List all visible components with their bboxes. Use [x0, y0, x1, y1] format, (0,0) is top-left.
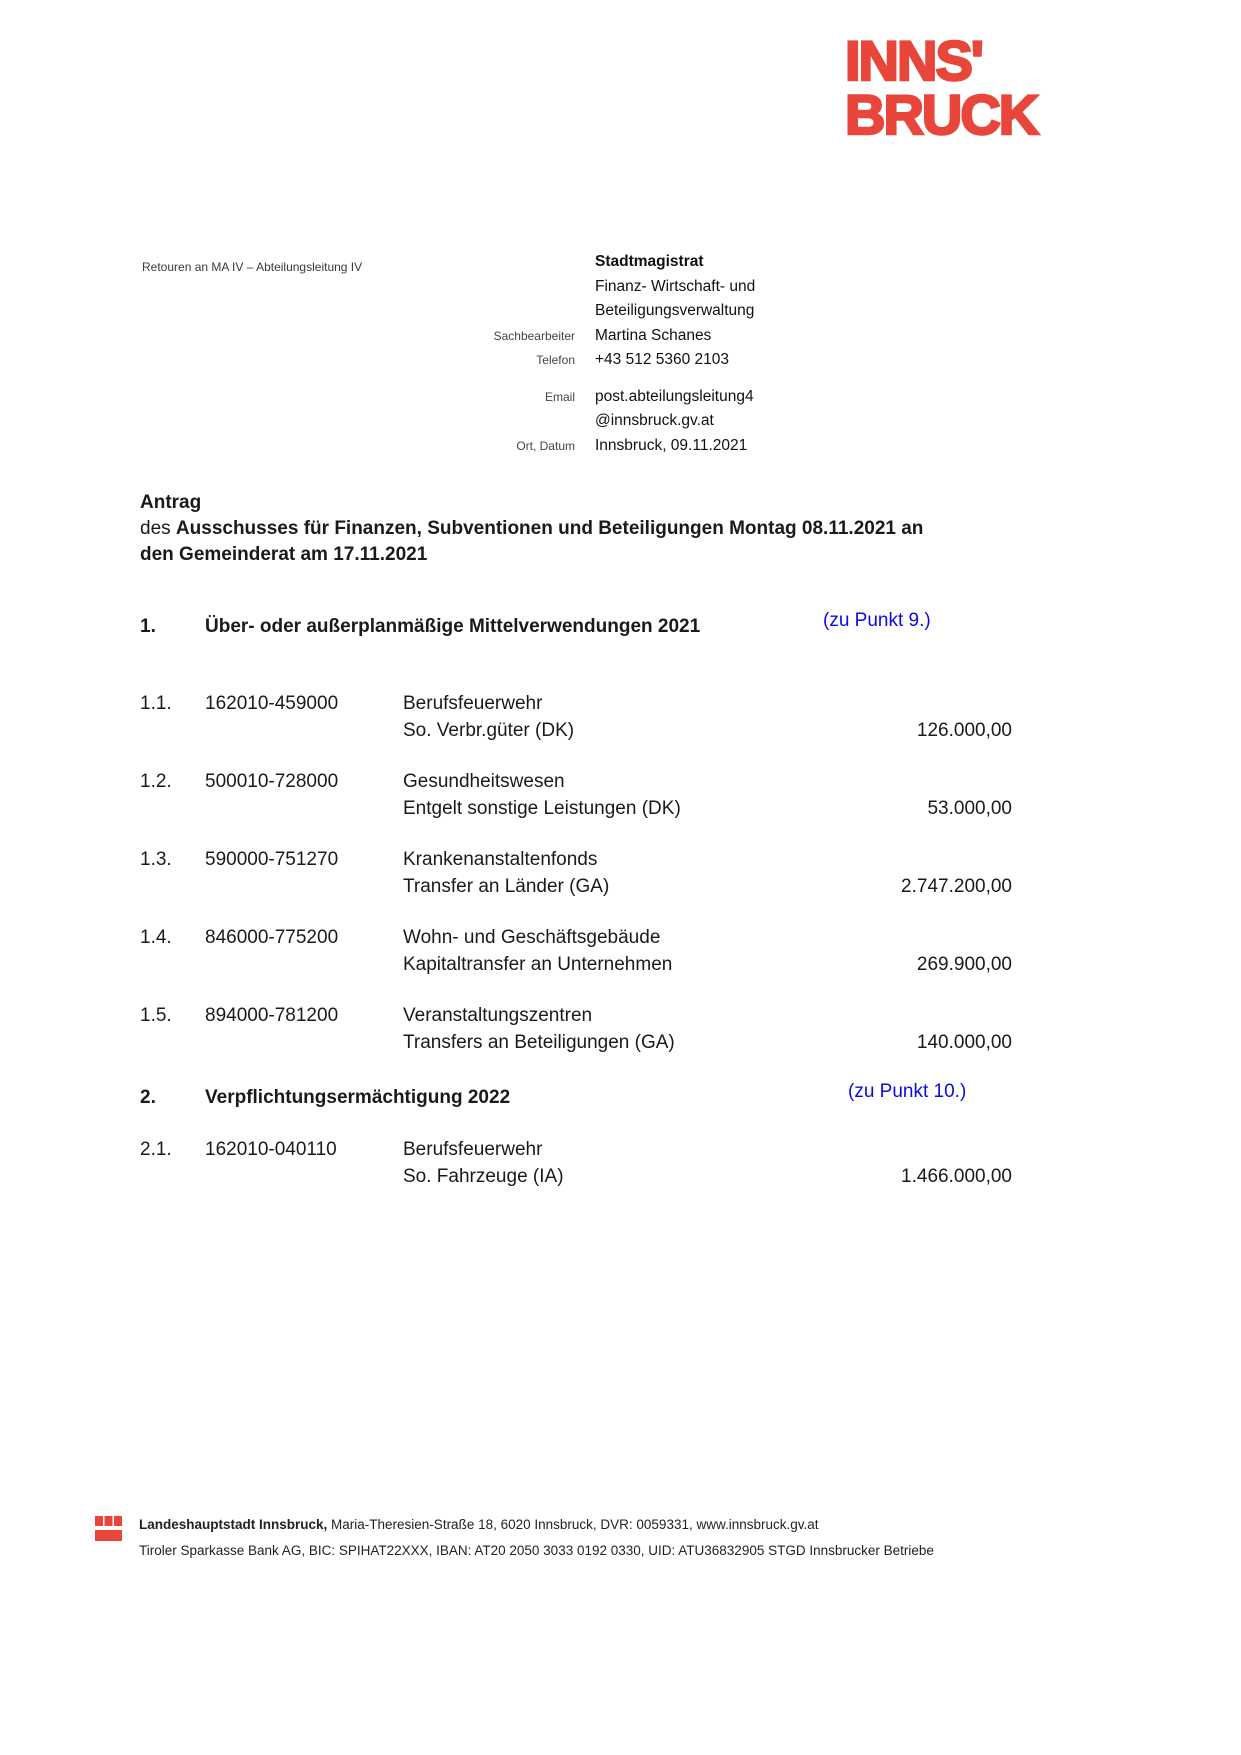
section-1-items: [140, 690, 1012, 1056]
account-code: 894000-781200: [205, 1005, 339, 1026]
budget-item-row: [140, 1136, 1012, 1190]
item-description-line2: So. Fahrzeuge (IA): [403, 1166, 564, 1187]
item-number: 1.2.: [140, 771, 172, 792]
account-code: 162010-459000: [205, 693, 339, 714]
item-description-line1: Berufsfeuerwehr: [403, 1139, 543, 1160]
section-1-title: Über- oder außerplanmäßige Mittelverwendungen 2021: [205, 616, 701, 637]
item-amount: 53.000,00: [927, 798, 1012, 819]
email-label: Email: [544, 389, 575, 404]
item-description-line2: Entgelt sonstige Leistungen (DK): [403, 798, 681, 819]
budget-item-row: [140, 846, 1012, 900]
section-2-number: 2.: [140, 1087, 156, 1108]
item-description-line1: Krankenanstaltenfonds: [403, 849, 598, 870]
dept-line2: Beteiligungsverwaltung: [595, 302, 755, 319]
contact-row-ort-datum: [430, 434, 850, 459]
footer-line1: [139, 1512, 934, 1538]
item-amount: 140.000,00: [916, 1032, 1012, 1053]
item-amount: 126.000,00: [916, 720, 1012, 741]
item-number: 2.1.: [140, 1139, 172, 1160]
item-number: 1.3.: [140, 849, 172, 870]
item-description-line1: Berufsfeuerwehr: [403, 693, 543, 714]
budget-item-row: [140, 768, 1012, 822]
contact-row-org: [430, 250, 850, 275]
dept-line1: Finanz- Wirtschaft- und: [595, 277, 756, 295]
document-body: [140, 490, 1012, 1214]
item-number: 1.4.: [140, 927, 172, 948]
item-amount: 1.466.000,00: [901, 1166, 1012, 1187]
contact-row-dept2: [430, 299, 850, 324]
contact-row-sachbearbeiter: [430, 324, 850, 349]
budget-item-row: [140, 924, 1012, 978]
logo-text-line2: BRUCK: [845, 83, 1038, 146]
email-value-line2: @innsbruck.gv.at: [595, 412, 714, 429]
item-amount: 269.900,00: [916, 954, 1012, 975]
return-note: Retouren an MA IV – Abteilungsleitung IV: [142, 260, 363, 274]
sachbearbeiter-label: Sachbearbeiter: [493, 328, 575, 343]
section-1-note: (zu Punkt 9.): [823, 610, 931, 631]
footer-text: [139, 1512, 934, 1564]
document-title: Antrag: [140, 492, 202, 513]
footer-line2: Tiroler Sparkasse Bank AG, BIC: SPIHAT22XXX, IBAN: AT20 2050 3033 0192 0330, UID: ATU36832905 STGD Innsbrucker Betriebe: [139, 1543, 934, 1558]
item-description-line2: Transfers an Beteiligungen (GA): [403, 1032, 675, 1053]
email-value-line1: post.abteilungsleitung4: [595, 387, 754, 405]
account-code: 846000-775200: [205, 927, 339, 948]
contact-block: [430, 250, 850, 458]
title-bold-line2: den Gemeinderat am 17.11.2021: [140, 544, 428, 565]
telefon-label: Telefon: [536, 353, 575, 367]
item-number: 1.1.: [140, 693, 172, 714]
item-description-line1: Gesundheitswesen: [403, 771, 565, 792]
innsbruck-logo: [845, 29, 1038, 146]
telefon-value: +43 512 5360 2103: [595, 351, 730, 368]
contact-row-dept1: [430, 275, 850, 300]
ort-datum-value: Innsbruck, 09.11.2021: [595, 436, 748, 454]
account-code: 500010-728000: [205, 771, 339, 792]
contact-row-email2: [430, 409, 850, 434]
section-2-note: (zu Punkt 10.): [848, 1081, 967, 1102]
contact-row-telefon: [430, 348, 850, 373]
innsbruck-mark-icon: [95, 1516, 122, 1546]
item-amount: 2.747.200,00: [901, 876, 1012, 897]
item-number: 1.5.: [140, 1005, 172, 1026]
item-description-line2: Transfer an Länder (GA): [403, 876, 610, 897]
account-code: 590000-751270: [205, 849, 339, 870]
section-2-title: Verpflichtungsermächtigung 2022: [205, 1087, 511, 1108]
logo-text-line1: INNS': [845, 29, 983, 92]
title-bold-line1: Ausschusses für Finanzen, Subventionen und Beteiligungen Montag 08.11.2021 an: [175, 518, 924, 539]
item-description-line2: So. Verbr.güter (DK): [403, 720, 575, 741]
page-footer: [95, 1512, 934, 1564]
item-description-line1: Veranstaltungszentren: [403, 1005, 593, 1026]
title-prefix: des: [140, 518, 176, 539]
item-description-line1: Wohn- und Geschäftsgebäude: [403, 927, 661, 948]
contact-row-email: [430, 385, 850, 410]
item-description-line2: Kapitaltransfer an Unternehmen: [403, 954, 673, 975]
account-code: 162010-040110: [205, 1139, 337, 1160]
sachbearbeiter-value: Martina Schanes: [595, 326, 712, 344]
section-2-heading: [140, 1081, 1012, 1111]
budget-item-row: [140, 1002, 1012, 1056]
budget-item-row: [140, 690, 1012, 744]
ort-datum-label: Ort, Datum: [516, 438, 575, 453]
title-paragraph: [140, 516, 1012, 568]
footer-line1-bold: Landeshauptstadt Innsbruck,: [139, 1517, 328, 1532]
section-1-number: 1.: [140, 616, 156, 637]
section-2-items: [140, 1136, 1012, 1190]
section-1-heading: [140, 610, 1012, 640]
org-name: Stadtmagistrat: [595, 253, 704, 270]
footer-line1-rest: Maria-Theresien-Straße 18, 6020 Innsbruck, DVR: 0059331, www.innsbruck.gv.at: [327, 1517, 819, 1532]
